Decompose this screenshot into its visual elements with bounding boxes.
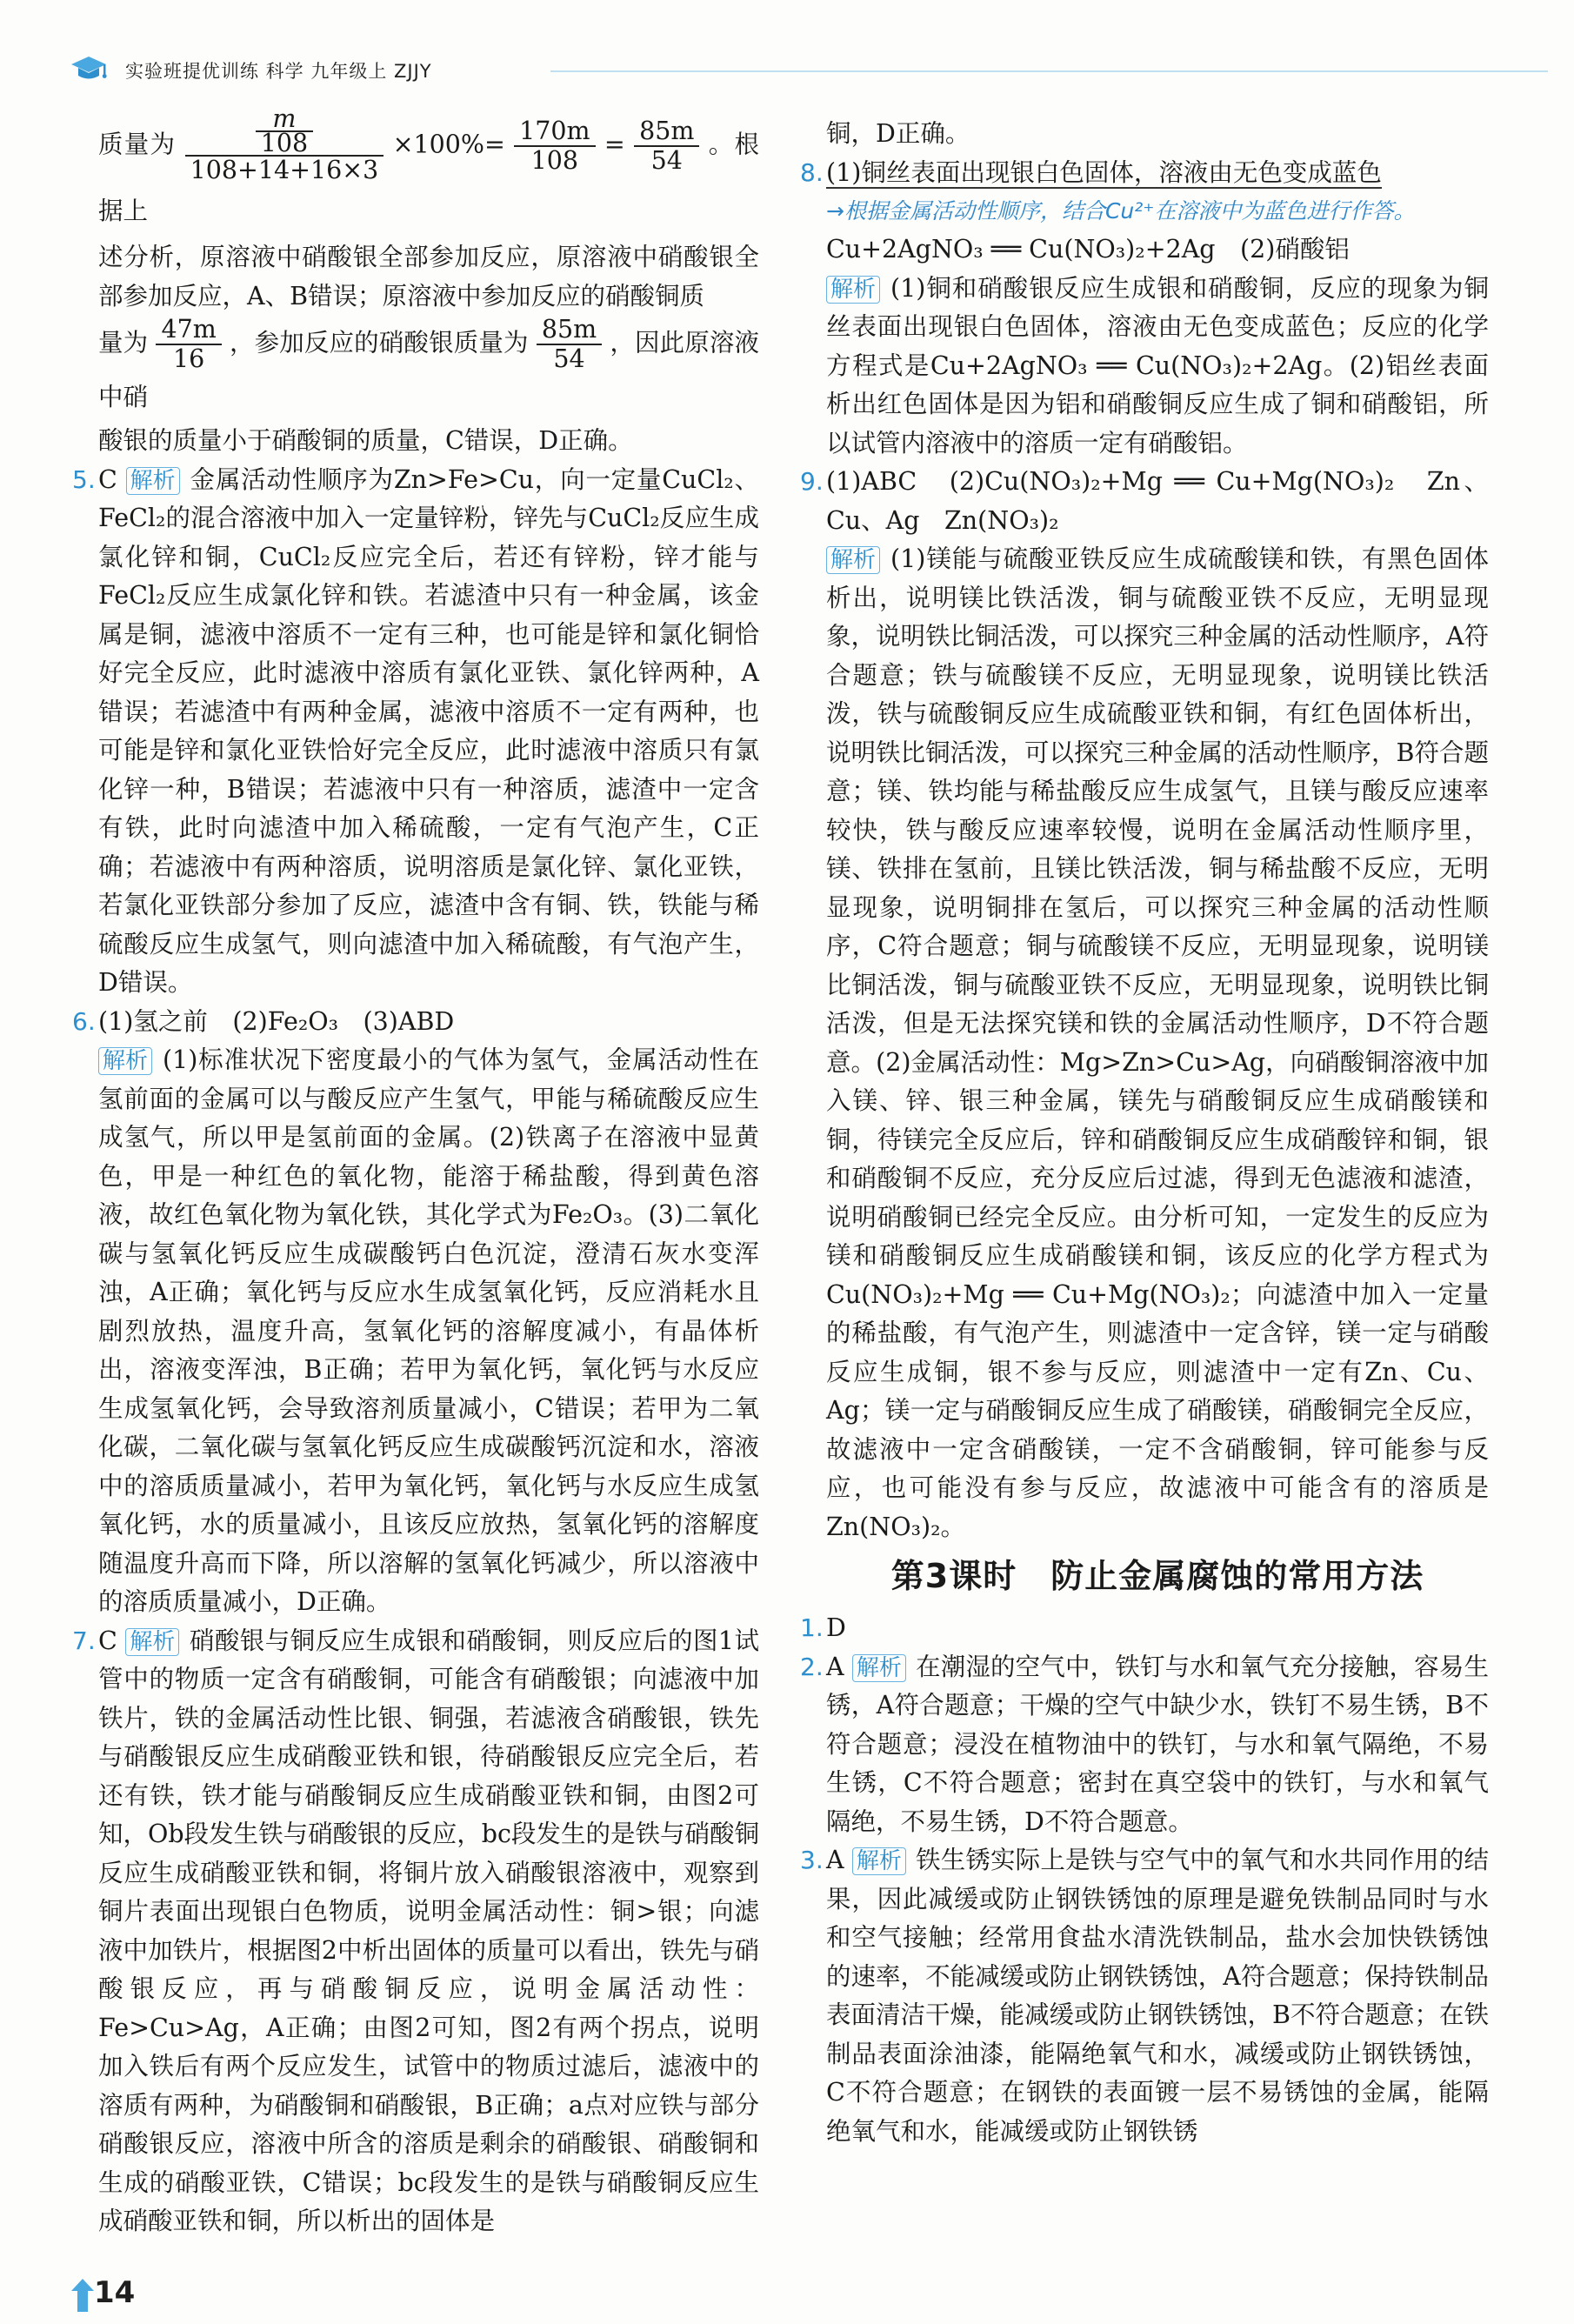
mass-fraction: $\frac{\frac{m}{108}}{108+14+16\times 3}$: [185, 108, 384, 184]
answer: A: [826, 1846, 844, 1874]
paragraph: 量为 $\frac{47m}{16}$ ，参加反应的硝酸银质量为 $\frac{85m}{54}$ ，因此原溶液中硝: [98, 315, 759, 411]
fraction-85m: $\frac{85m}{54}$: [634, 117, 699, 175]
answer: A: [826, 1652, 844, 1681]
answer: D: [826, 1613, 846, 1642]
handwritten-note: →根据金属活动性顺序，结合Cu²⁺在溶液中为蓝色进行作答。: [826, 198, 1416, 224]
right-column: [800, 115, 1489, 2151]
question-7: 7. C 解析 硝酸银与铜反应生成银和硝酸铜，则反应后的图1试管中的物质一定含有硝酸铜，可能含有硝酸银；向滤液中加铁片，铁的金属活动性比银、铜强，若滤液含硝酸银，铁先与硝酸银反应生成硝酸亚铁和银，待硝酸银反应完全后，若还有铁，铁才能与硝酸铜反应生成硝酸亚铁和铜，由图2可知，Ob段发生铁与硝酸银的反应，bc段发生的是铁与硝酸铜反应生成硝酸亚铁和铜，将铜片放入硝酸银溶液中，观察到铜片表面出现银白色物质，说明金属活动性：铜>银；向滤液中加铁片，根据图2中析出固体的质量可以看出，铁先与硝酸银反应，再与硝酸铜反应，说明金属活动性：Fe>Cu>Ag，A正确；由图2可知，图2有两个拐点，说明加入铁后有两个反应发生，试管中的物质过滤后，滤液中的溶质有两种，为硝酸铜和硝酸银，B正确；a点对应铁与部分硝酸银反应，溶液中所含的溶质是剩余的硝酸银、硝酸铜和生成的硝酸亚铁，C错误；bc段发生的是铁与硝酸铜反应生成硝酸亚铁和铜，所以析出的固体是: [72, 1626, 759, 2235]
section-title: 第3课时 防止金属腐蚀的常用方法: [890, 1557, 1424, 1595]
left-column: [72, 104, 760, 2241]
answer: C: [98, 1626, 117, 1655]
question-6: 6. (1)氢之前 (2)Fe₂O₃ (3)ABD: [72, 1006, 455, 1036]
analysis-tag: 解析: [126, 467, 180, 495]
fraction-85m-b: $\frac{85m}{54}$: [537, 316, 602, 373]
analysis-tag: 解析: [826, 546, 880, 574]
analysis-tag: 解析: [852, 1847, 906, 1875]
page-header: [68, 52, 1494, 87]
question-5: 5. C 解析 金属活动性顺序为Zn>Fe>Cu，向一定量CuCl₂、FeCl₂的混合溶液中加入一定量锌粉，锌先与CuCl₂反应生成氯化锌和铜，CuCl₂反应完全后，若还有锌粉，锌才能与FeCl₂反应生成氯化锌和铁。若滤渣中只有一种金属，该金属是铜，滤液中溶质不一定有三种，也可能是锌和氯化铜恰好完全反应，此时滤液中溶质有氯化亚铁、氯化锌两种，A错误；若滤渣中有两种金属，滤液中溶质不一定有两种，也可能是锌和氯化亚铁恰好完全反应，此时滤液中溶质只有氯化锌一种，B错误；若滤液中只有一种溶质，滤渣中一定含有铁，此时向滤渣中加入稀硫酸，一定有气泡产生，C正确；若滤液中有两种溶质，说明溶质是氯化锌、氯化亚铁，若氯化亚铁部分参加了反应，滤渣中含有铜、铁，铁能与稀硫酸反应生成氢气，则向滤渣中加入稀硫酸，有气泡产生，D错误。: [72, 464, 760, 997]
question-9: 9. (1)ABC (2)Cu(NO₃)₂+Mg ══ Cu+Mg(NO₃)₂ Zn、Cu、Ag Zn(NO₃)₂: [800, 467, 1489, 535]
analysis-tag: 解析: [98, 1047, 152, 1075]
question-s1: 1. D: [800, 1613, 846, 1642]
page-badge-icon: [70, 2277, 96, 2314]
question-s3: 3. A 解析 铁生锈实际上是铁与空气中的氧气和水共同作用的结果，因此减缓或防止钢铁锈蚀的原理是避免铁制品同时与水和空气接触；经常用食盐水清洗铁制品，盐水会加快铁锈蚀的速率，不能减缓或防止钢铁锈蚀，A符合题意；保持铁制品表面清洁干燥，能减缓或防止钢铁锈蚀，B不符合题意；在铁制品表面涂油漆，能隔绝氧气和水，减缓或防止钢铁锈蚀，C不符合题意；在钢铁的表面镀一层不易锈蚀的金属，能隔绝氧气和水，能减缓或防止钢铁锈: [800, 1846, 1489, 2146]
answer: (1)氢之前 (2)Fe₂O₃ (3)ABD: [98, 1006, 455, 1036]
fraction-170m: $\frac{170m}{108}$: [514, 117, 595, 175]
question-8: 8. (1)铜丝表面出现银白色固体，溶液由无色变成蓝色: [800, 157, 1382, 187]
question-8-analysis: 解析 (1)铜和硝酸银反应生成银和硝酸铜，反应的现象为铜丝表面出现银白色固体，溶液由无色变成蓝色；反应的化学方程式是Cu+2AgNO₃ ══ Cu(NO₃)₂+2Ag。(2)铝丝表面析出红色固体是因为铝和硝酸铜反应生成了铜和硝酸铝，所以试管内溶液中的溶质一定有硝酸铝。: [826, 273, 1489, 457]
question-9-analysis: 解析 (1)镁能与硫酸亚铁反应生成硫酸镁和铁，有黑色固体析出，说明镁比铁活泼，铜与硫酸亚铁不反应，无明显现象，说明铁比铜活泼，可以探究三种金属的活动性顺序，A符合题意；铁与硫酸镁不反应，无明显现象，说明镁比铁活泼，铁与硫酸铜反应生成硫酸亚铁和铜，有红色固体析出，说明铁比铜活泼，可以探究三种金属的活动性顺序，B符合题意；镁、铁均能与稀盐酸反应生成氢气，且镁与酸反应速率较快，铁与酸反应速率较慢，说明在金属活动性顺序里，镁、铁排在氢前，且镁比铁活泼，铜与稀盐酸不反应，无明显现象，说明铜排在氢后，可以探究三种金属的活动性顺序，C符合题意；铜与硫酸镁不反应，无明显现象，说明镁比铜活泼，铜与硫酸亚铁不反应，无明显现象，说明铁比铜活泼，但是无法探究镁和铁的金属活动性顺序，D不符合题意。(2)金属活动性：Mg>Zn>Cu>Ag，向硝酸铜溶液中加入镁、锌、银三种金属，镁先与硝酸铜反应生成硝酸镁和铜，待镁完全反应后，锌和硝酸铜反应生成硝酸锌和铜，银和硝酸铜不反应，充分反应后过滤，得到无色滤液和滤渣，说明硝酸铜已经完全反应。由分析可知，一定发生的反应为镁和硝酸铜反应生成硝酸镁和铜，该反应的化学方程式为Cu(NO₃)₂+Mg ══ Cu+Mg(NO₃)₂；向滤渣中加入一定量的稀盐酸，有气泡产生，则滤渣中一定含锌，镁一定与硝酸反应生成铜，银不参与反应，则滤渣中一定有Zn、Cu、Ag；镁一定与硝酸铜反应生成了硝酸镁，硝酸铜完全反应，故滤液中一定含硝酸镁，一定不含硝酸铜，锌可能参与反应，也可能没有参与反应，故滤液中可能含有的溶质是Zn(NO₃)₂。: [826, 544, 1489, 1541]
analysis-tag: 解析: [125, 1628, 179, 1656]
page-number: 14: [70, 2275, 139, 2314]
paragraph: 述分析，原溶液中硝酸银全部参加反应，原溶液中硝酸银全部参加反应，A、B错误；原溶液中参加反应的硝酸铜质: [98, 243, 759, 311]
analysis-tag: 解析: [852, 1654, 906, 1682]
header-rule: [550, 70, 1548, 72]
answer-continuation: 质量为 $\frac{\frac{m}{108}}{108+14+16\times 3}$ ×100%= $\frac{170m}{108}$ = $\frac{85m}{54}$ 。根据上: [98, 104, 759, 225]
question-s2: 2. A 解析 在潮湿的空气中，铁钉与水和氧气充分接触，容易生锈，A符合题意；干燥的空气中缺少水，铁钉不易生锈，B不符合题意；浸没在植物油中的铁钉，与水和氧气隔绝，不易生锈，C不符合题意；密封在真空袋中的铁钉，与水和氧气隔绝，不易生锈，D不符合题意。: [800, 1652, 1489, 1836]
paragraph: 铜，D正确。: [826, 119, 970, 148]
fraction-47m: $\frac{47m}{16}$: [156, 316, 221, 373]
equation: Cu+2AgNO₃ ══ Cu(NO₃)₂+2Ag (2)硝酸铝: [826, 235, 1350, 264]
graduation-cap-icon: [68, 52, 110, 87]
answer: (1)ABC (2)Cu(NO₃)₂+Mg ══ Cu+Mg(NO₃)₂ Zn、Cu、Ag Zn(NO₃)₂: [826, 467, 1489, 535]
underlined-answer: (1)铜丝表面出现银白色固体，溶液由无色变成蓝色: [826, 157, 1382, 187]
paragraph: 酸银的质量小于硝酸铜的质量，C错误，D正确。: [98, 426, 633, 455]
question-6-analysis: 解析 (1)标准状况下密度最小的气体为氢气，金属活动性在氢前面的金属可以与酸反应产生氢气，甲能与稀硫酸反应生成氢气，所以甲是氢前面的金属。(2)铁离子在溶液中显黄色，甲是一种红色的氧化物，能溶于稀盐酸，得到黄色溶液，故红色氧化物为氧化铁，其化学式为Fe₂O₃。(3)二氧化碳与氢氧化钙反应生成碳酸钙白色沉淀，澄清石灰水变浑浊，A正确；氧化钙与反应水生成氢氧化钙，反应消耗水且剧烈放热，温度升高，氢氧化钙的溶解度减小，有晶体析出，溶液变浑浊，B正确；若甲为氧化钙，氧化钙与水反应生成氢氧化钙，会导致溶剂质量减小，C错误；若甲为二氧化碳，二氧化碳与氢氧化钙反应生成碳酸钙沉淀和水，溶液中的溶质质量减小，若甲为氧化钙，氧化钙与水反应生成氢氧化钙，水的质量减小，且该反应放热，氢氧化钙的溶解度随温度升高而下降，所以溶解的氢氧化钙减少，所以溶液中的溶质质量减小，D正确。: [98, 1045, 760, 1616]
header-title: 实验班提优训练 科学 九年级上 ZJJY: [125, 61, 432, 82]
analysis-tag: 解析: [826, 276, 880, 304]
answer: C: [98, 464, 117, 494]
